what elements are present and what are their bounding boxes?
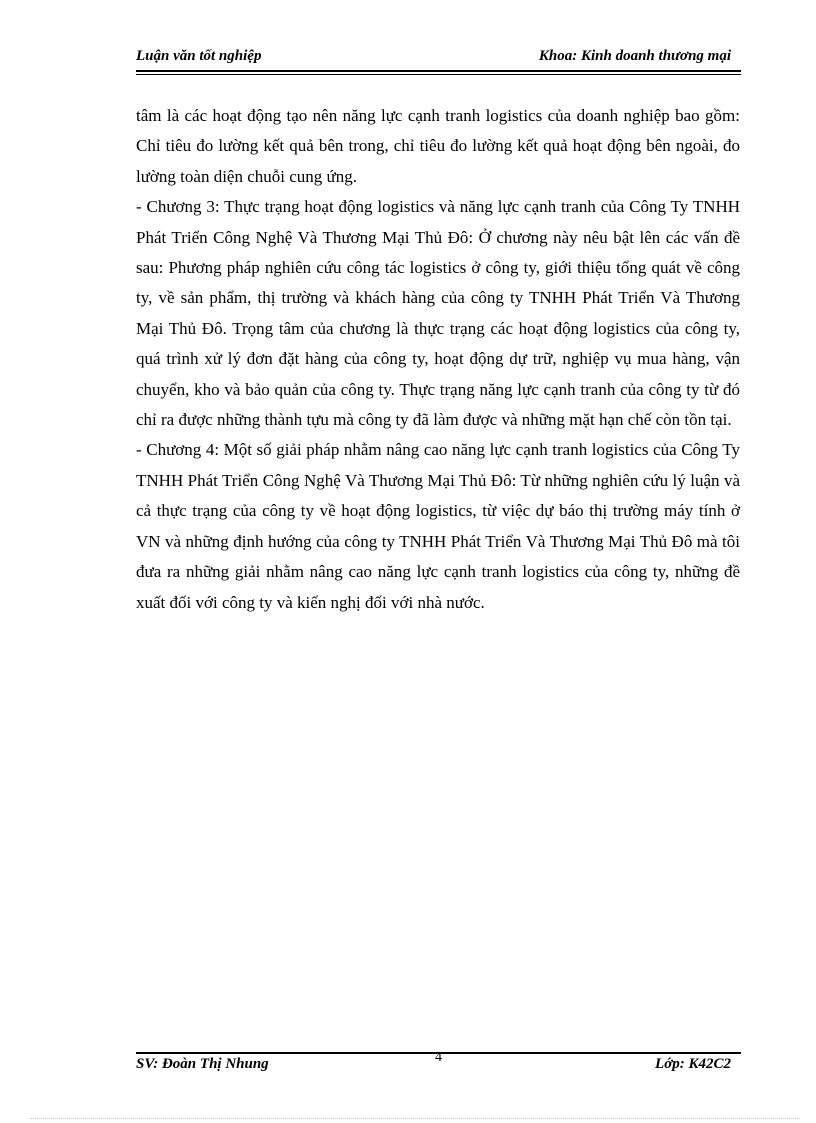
header-divider — [136, 74, 741, 75]
paragraph-intro-continuation: tâm là các hoạt động tạo nên năng lực cạnh tranh logistics của doanh nghiệp bao gồm: Chỉ tiêu đo lường kết quả bên trong, chỉ tiêu đo lường kết quả hoạt động bên ngoài, đo lường toàn diện chuỗi cung ứng. — [136, 106, 740, 186]
paragraph-chapter-4: - Chương 4: Một số giải pháp nhằm nâng cao năng lực cạnh tranh logistics của Công Ty TNHH Phát Triển Công Nghệ Và Thương Mại Thủ Đô: Từ những nghiên cứu lý luận và cả thực trạng của công ty về hoạt động logistics, từ việc dự báo thị trường máy tính ở VN và những định hướng của công ty TNHH Phát Triển Và Thương Mại Thủ Đô mà tôi đưa ra những giải nhằm nâng cao năng lực cạnh tranh logistics của công ty, những đề xuất đối với công ty và kiến nghị đối với nhà nước. — [136, 440, 740, 612]
footer-student-name: SV: Đoàn Thị Nhung — [136, 1056, 269, 1072]
header-faculty-label: Khoa: Kinh doanh thương mại — [538, 48, 731, 64]
page-number: 4 — [435, 1050, 442, 1065]
page-footer — [136, 1050, 741, 1078]
page-header — [136, 48, 741, 72]
page-edge-dotted-line — [30, 1118, 800, 1119]
document-body — [136, 101, 740, 618]
footer-class-label: Lớp: K42C2 — [655, 1056, 731, 1072]
paragraph-chapter-3: - Chương 3: Thực trạng hoạt động logistics và năng lực cạnh tranh của Công Ty TNHH Phát Triển Công Nghệ Và Thương Mại Thủ Đô: Ở chương này nêu bật lên các vấn đề sau: Phương pháp nghiên cứu công tác logistics ở công ty, giới thiệu tổng quát về công ty, về sản phẩm, thị trường và khách hàng của công ty TNHH Phát Triển Và Thương Mại Thủ Đô. Trọng tâm của chương là thực trạng các hoạt động logistics của công ty, quá trình xử lý đơn đặt hàng của công ty, hoạt động dự trữ, nghiệp vụ mua hàng, vận chuyển, kho và bảo quản của công ty. Thực trạng năng lực cạnh tranh của công ty từ đó chỉ ra được những thành tựu mà công ty đã làm được và những mặt hạn chế còn tồn tại. — [136, 197, 740, 430]
header-thesis-label: Luận văn tốt nghiệp — [136, 48, 262, 64]
